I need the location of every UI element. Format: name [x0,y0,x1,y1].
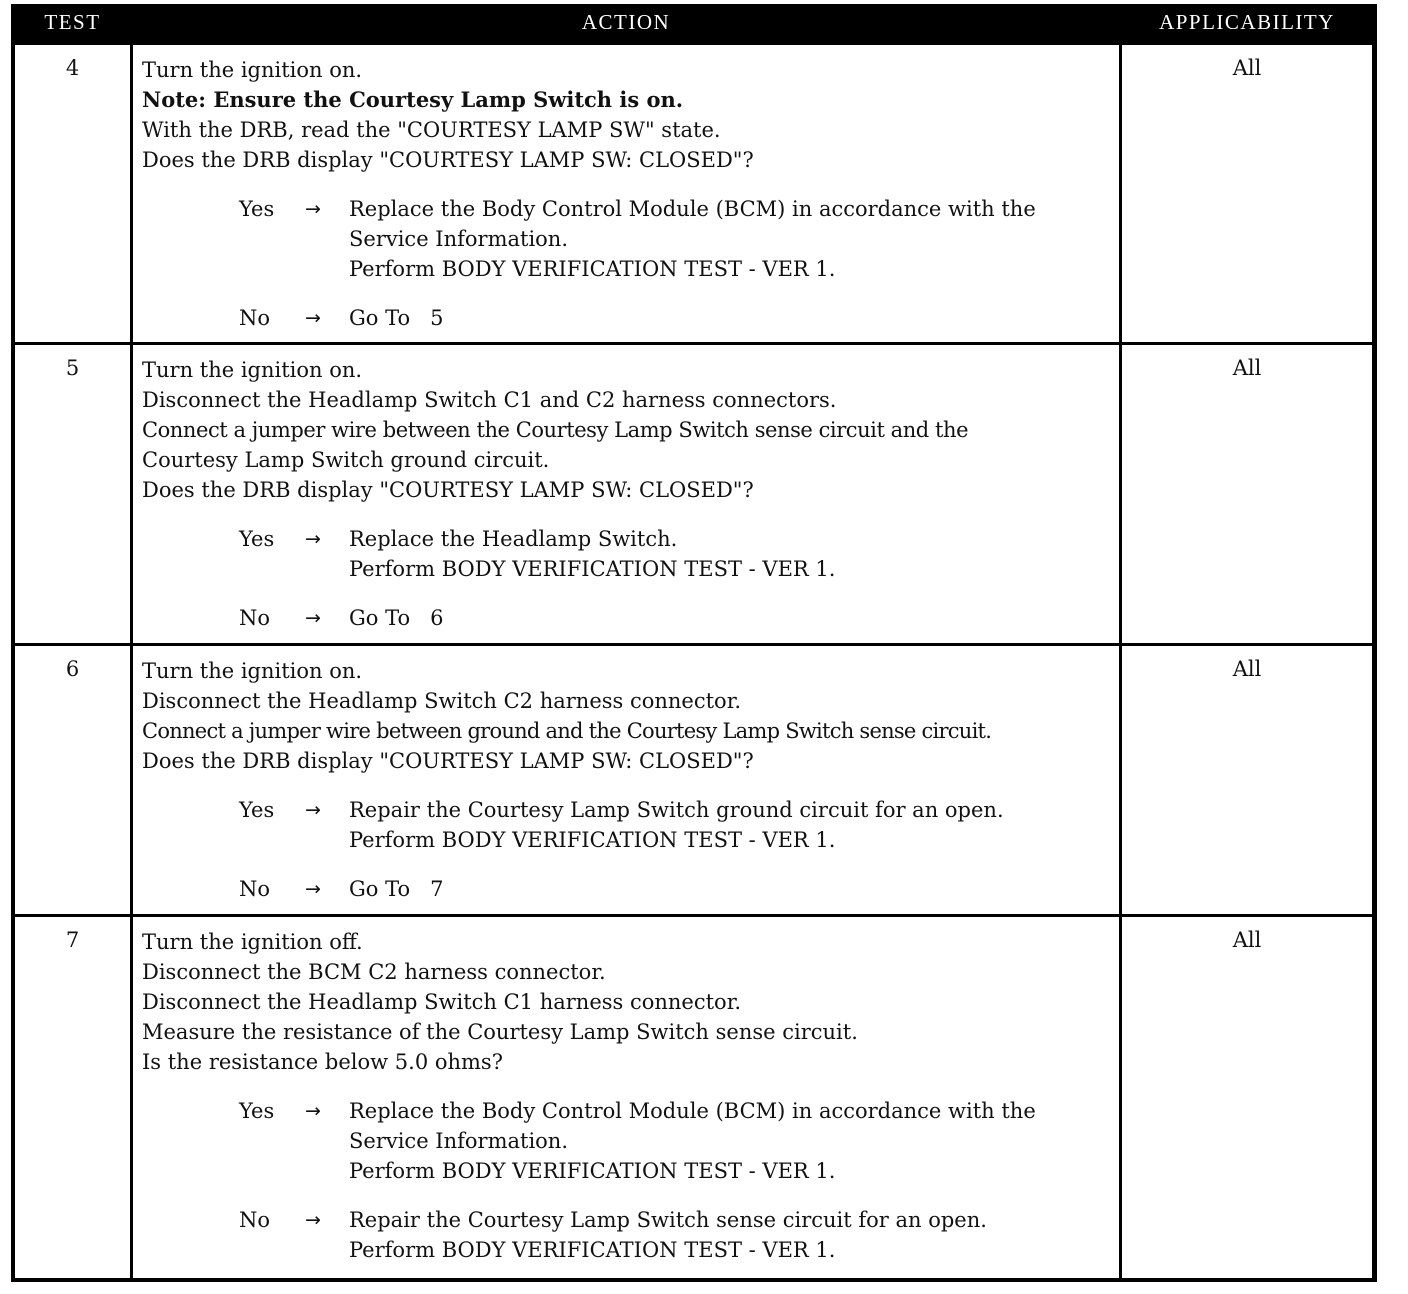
yes-label: Yes [239,798,275,822]
action-line: With the DRB, read the "COURTESY LAMP SW" state. [142,118,721,142]
arrow-icon: → [305,607,321,629]
outcome-line: Service Information. [349,227,569,251]
applicability-value: All [1122,45,1372,342]
yes-outcome [142,795,1111,855]
yes-label: Yes [239,197,275,221]
no-outcome [142,303,1111,333]
arrow-icon: → [305,307,321,329]
header-action: ACTION [581,10,671,34]
no-label: No [239,877,271,901]
arrow-icon: → [305,198,321,220]
yes-label: Yes [239,527,275,551]
header-applicability: APPLICABILITY [1159,10,1335,34]
action-line: Does the DRB display "COURTESY LAMP SW: CLOSED"? [142,749,754,773]
outcome-line: Go To 6 [349,606,444,630]
test-row-4 [11,45,1377,342]
yes-outcome [142,1096,1111,1186]
applicability-value: All [1122,345,1372,643]
arrow-icon: → [305,1209,321,1231]
action-line: Disconnect the Headlamp Switch C1 and C2 harness connectors. [142,388,837,412]
test-number: 4 [15,45,130,342]
no-outcome [142,1205,1111,1265]
action-cell [133,345,1119,643]
no-outcome [142,603,1111,633]
outcome-line: Go To 7 [349,877,444,901]
test-number: 6 [15,646,130,914]
action-cell [133,917,1119,1278]
action-line: Does the DRB display "COURTESY LAMP SW: CLOSED"? [142,478,754,502]
action-line: Disconnect the Headlamp Switch C1 harness connector. [142,990,742,1014]
test-number: 5 [15,345,130,643]
outcome-line: Perform BODY VERIFICATION TEST - VER 1. [349,828,836,852]
arrow-icon: → [305,799,321,821]
outcome-line: Go To 5 [349,306,444,330]
applicability-value: All [1122,917,1372,1278]
action-line: Disconnect the BCM C2 harness connector. [142,960,606,984]
no-label: No [239,606,271,630]
outcome-line: Replace the Body Control Module (BCM) in accordance with the [349,197,1036,221]
applicability-value: All [1122,646,1372,914]
yes-label: Yes [239,1099,275,1123]
outcome-line: Perform BODY VERIFICATION TEST - VER 1. [349,1238,836,1262]
action-line: Turn the ignition off. [142,930,363,954]
outcome-line: Replace the Headlamp Switch. [349,527,678,551]
action-cell [133,646,1119,914]
action-line: Turn the ignition on. [142,58,363,82]
action-line: Is the resistance below 5.0 ohms? [142,1050,503,1074]
action-line: Disconnect the Headlamp Switch C2 harness connector. [142,689,742,713]
action-note: Note: Ensure the Courtesy Lamp Switch is on. [142,87,684,112]
outcome-line: Replace the Body Control Module (BCM) in accordance with the [349,1099,1036,1123]
outcome-line: Repair the Courtesy Lamp Switch sense circuit for an open. [349,1208,987,1232]
header-test: TEST [44,10,101,34]
action-line: Does the DRB display "COURTESY LAMP SW: CLOSED"? [142,148,754,172]
outcome-line: Perform BODY VERIFICATION TEST - VER 1. [349,1159,836,1183]
test-row-6 [11,646,1377,914]
action-line: Courtesy Lamp Switch ground circuit. [142,448,550,472]
arrow-icon: → [305,1100,321,1122]
arrow-icon: → [305,528,321,550]
no-label: No [239,1208,271,1232]
action-cell [133,45,1119,342]
no-label: No [239,306,271,330]
action-line: Measure the resistance of the Courtesy Lamp Switch sense circuit. [142,1020,858,1044]
outcome-line: Repair the Courtesy Lamp Switch ground circuit for an open. [349,798,1004,822]
no-outcome [142,874,1111,904]
diagnostic-test-table [11,4,1377,1282]
test-row-7 [11,917,1377,1278]
action-line: Connect a jumper wire between the Courtesy Lamp Switch sense circuit and the [142,418,969,442]
yes-outcome [142,524,1111,584]
action-line: Turn the ignition on. [142,358,363,382]
outcome-line: Service Information. [349,1129,569,1153]
outcome-line: Perform BODY VERIFICATION TEST - VER 1. [349,557,836,581]
action-line: Turn the ignition on. [142,659,363,683]
test-number: 7 [15,917,130,1278]
yes-outcome [142,194,1111,284]
table-header [11,4,1377,44]
arrow-icon: → [305,878,321,900]
outcome-line: Perform BODY VERIFICATION TEST - VER 1. [349,257,836,281]
test-row-5 [11,345,1377,643]
action-line: Connect a jumper wire between ground and the Courtesy Lamp Switch sense circuit. [142,719,992,743]
